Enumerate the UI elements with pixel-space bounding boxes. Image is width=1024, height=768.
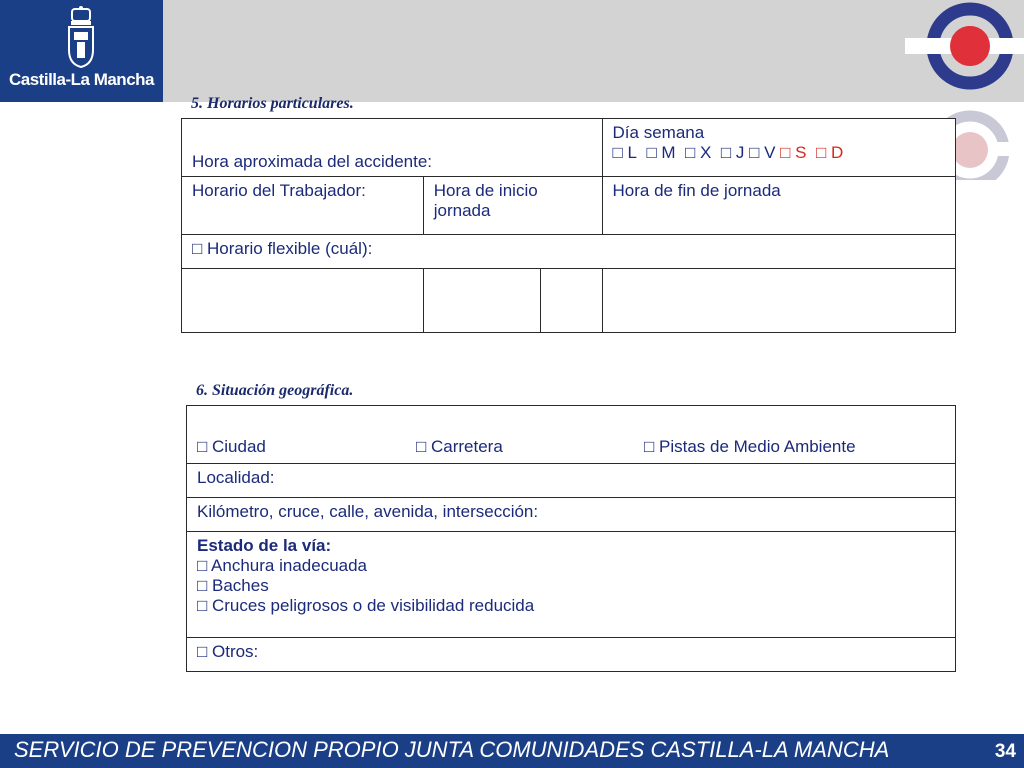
day-checkbox-d[interactable]: □ D (815, 143, 844, 162)
horarios-table (181, 118, 956, 333)
castilla-la-mancha-logo (0, 0, 163, 102)
otros-cell[interactable] (187, 638, 956, 672)
days-checkboxes (613, 143, 945, 163)
otros-checkbox[interactable]: □ Otros: (197, 642, 259, 661)
section-5-title: 5. Horarios particulares. (191, 95, 354, 112)
carretera-checkbox[interactable]: □ Carretera (416, 437, 503, 456)
hora-aproximada-label: Hora aproximada del accidente: (192, 152, 433, 171)
estado-via-cell (187, 532, 956, 638)
footer-bar (0, 734, 1024, 768)
horario-flexible-cell[interactable] (182, 235, 956, 269)
empty-cell-2[interactable] (423, 269, 540, 333)
day-checkbox-x[interactable]: □ X (685, 143, 712, 162)
ciudad-checkbox[interactable]: □ Ciudad (197, 437, 266, 456)
logo-text: Castilla-La Mancha (9, 70, 154, 89)
section-6-title: 6. Situación geográfica. (196, 382, 354, 399)
hora-inicio-label-2: jornada (433, 201, 491, 220)
horario-trabajador-label: Horario del Trabajador: (192, 181, 366, 200)
crest-icon (64, 6, 98, 68)
empty-cell-4[interactable] (602, 269, 955, 333)
kilometro-cell[interactable] (187, 498, 956, 532)
hora-inicio-cell[interactable] (423, 177, 602, 235)
day-checkbox-v[interactable]: □ V (749, 143, 776, 162)
hora-inicio-label-1: Hora de inicio (433, 181, 538, 200)
estado-via-title: Estado de la vía: (197, 536, 332, 555)
anchura-checkbox[interactable]: □ Anchura inadecuada (197, 556, 368, 575)
tipo-ubicacion-cell (187, 406, 956, 464)
page-number: 34 (994, 741, 1016, 762)
horario-flexible-checkbox[interactable]: □ Horario flexible (cuál): (192, 239, 373, 258)
day-checkbox-j[interactable]: □ J (720, 143, 745, 162)
day-checkbox-s[interactable]: □ S (780, 143, 807, 162)
horario-trabajador-cell (182, 177, 424, 235)
localidad-label: Localidad: (197, 468, 275, 487)
day-checkbox-l[interactable]: □ L (612, 143, 637, 162)
pistas-checkbox[interactable]: □ Pistas de Medio Ambiente (644, 437, 856, 456)
empty-cell-1[interactable] (182, 269, 424, 333)
kilometro-label: Kilómetro, cruce, calle, avenida, intersección: (197, 502, 539, 521)
hora-aproximada-cell[interactable] (182, 119, 603, 177)
dia-semana-cell (602, 119, 955, 177)
hora-fin-label: Hora de fin de jornada (612, 181, 781, 200)
localidad-cell[interactable] (187, 464, 956, 498)
empty-cell-3[interactable] (540, 269, 602, 333)
cruces-checkbox[interactable]: □ Cruces peligrosos o de visibilidad reducida (197, 596, 535, 615)
footer-text: SERVICIO DE PREVENCION PROPIO JUNTA COMUNIDADES CASTILLA-LA MANCHA (14, 737, 890, 762)
baches-checkbox[interactable]: □ Baches (197, 576, 269, 595)
dia-semana-label: Día semana (612, 123, 705, 142)
day-checkbox-m[interactable]: □ M (646, 143, 676, 162)
hora-fin-cell[interactable] (602, 177, 955, 235)
situacion-table (186, 405, 956, 672)
